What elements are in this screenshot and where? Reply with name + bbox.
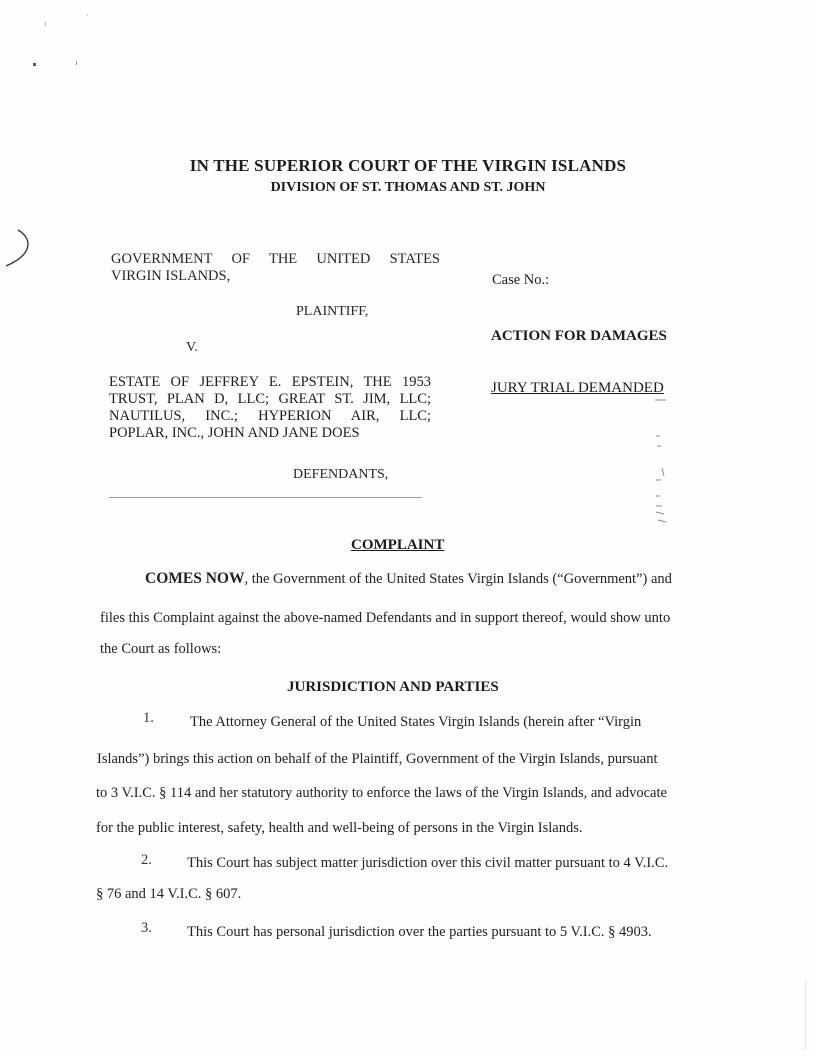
plaintiff-name-line: GOVERNMENT OF THE UNITED STATES	[111, 251, 440, 267]
paragraph-line: § 76 and 14 V.I.C. § 607.	[96, 886, 242, 902]
scan-speck	[76, 61, 77, 65]
margin-stamp-mark	[652, 396, 672, 530]
plaintiff-name	[111, 251, 440, 285]
paragraph-number: 2.	[141, 852, 152, 868]
paragraph-line: for the public interest, safety, health and well-being of persons in the Virgin Islands.	[96, 820, 583, 836]
defendant-name-line: NAUTILUS, INC.; HYPERION AIR, LLC;	[109, 408, 431, 424]
scan-speck	[87, 14, 88, 16]
scan-speck	[33, 63, 36, 66]
jurisdiction-heading: JURISDICTION AND PARTIES	[287, 679, 499, 695]
scan-speck	[45, 22, 46, 26]
paragraph-line: This Court has subject matter jurisdiction over this civil matter pursuant to 4 V.I.C.	[187, 855, 669, 871]
paragraph-line: Islands”) brings this action on behalf of the Plaintiff, Government of the Virgin Islands, pursuant	[97, 751, 658, 767]
intro-paragraph-line	[145, 570, 672, 588]
defendant-names	[109, 374, 431, 442]
court-division: DIVISION OF ST. THOMAS AND ST. JOHN	[270, 180, 546, 195]
scan-edge-line	[805, 980, 806, 1050]
complaint-heading: COMPLAINT	[351, 537, 445, 553]
defendant-name-line: TRUST, PLAN D, LLC; GREAT ST. JIM, LLC;	[109, 391, 431, 407]
paragraph-line: This Court has personal jurisdiction over the parties pursuant to 5 V.I.C. § 4903.	[187, 924, 652, 940]
plaintiff-name-line: VIRGIN ISLANDS,	[111, 268, 231, 284]
intro-lead: COMES NOW	[145, 570, 245, 587]
caption-divider	[109, 497, 422, 498]
jury-demand: JURY TRIAL DEMANDED	[491, 380, 664, 396]
intro-paragraph-line: the Court as follows:	[100, 641, 222, 657]
defendant-name-line: POPLAR, INC., JOHN AND JANE DOES	[109, 425, 360, 441]
paragraph-number: 3.	[141, 920, 152, 936]
paragraph-line: to 3 V.I.C. § 114 and her statutory authority to enforce the laws of the Virgin Islands, and advocate	[96, 785, 667, 801]
intro-paragraph-line: files this Complaint against the above-named Defendants and in support thereof, would show unto	[100, 610, 671, 626]
defendants-label: DEFENDANTS,	[293, 467, 389, 482]
margin-pen-mark	[2, 226, 38, 270]
action-type: ACTION FOR DAMAGES	[491, 328, 667, 344]
versus-label: V.	[186, 340, 198, 355]
plaintiff-label: PLAINTIFF,	[296, 304, 369, 319]
court-title: IN THE SUPERIOR COURT OF THE VIRGIN ISLANDS	[189, 156, 627, 175]
paragraph-line: The Attorney General of the United States Virgin Islands (herein after “Virgin	[190, 714, 642, 730]
paragraph-number: 1.	[143, 710, 154, 726]
intro-text: , the Government of the United States Virgin Islands (“Government”) and	[244, 571, 672, 587]
defendant-name-line: ESTATE OF JEFFREY E. EPSTEIN, THE 1953	[109, 374, 431, 390]
case-number-label: Case No.:	[492, 272, 550, 288]
